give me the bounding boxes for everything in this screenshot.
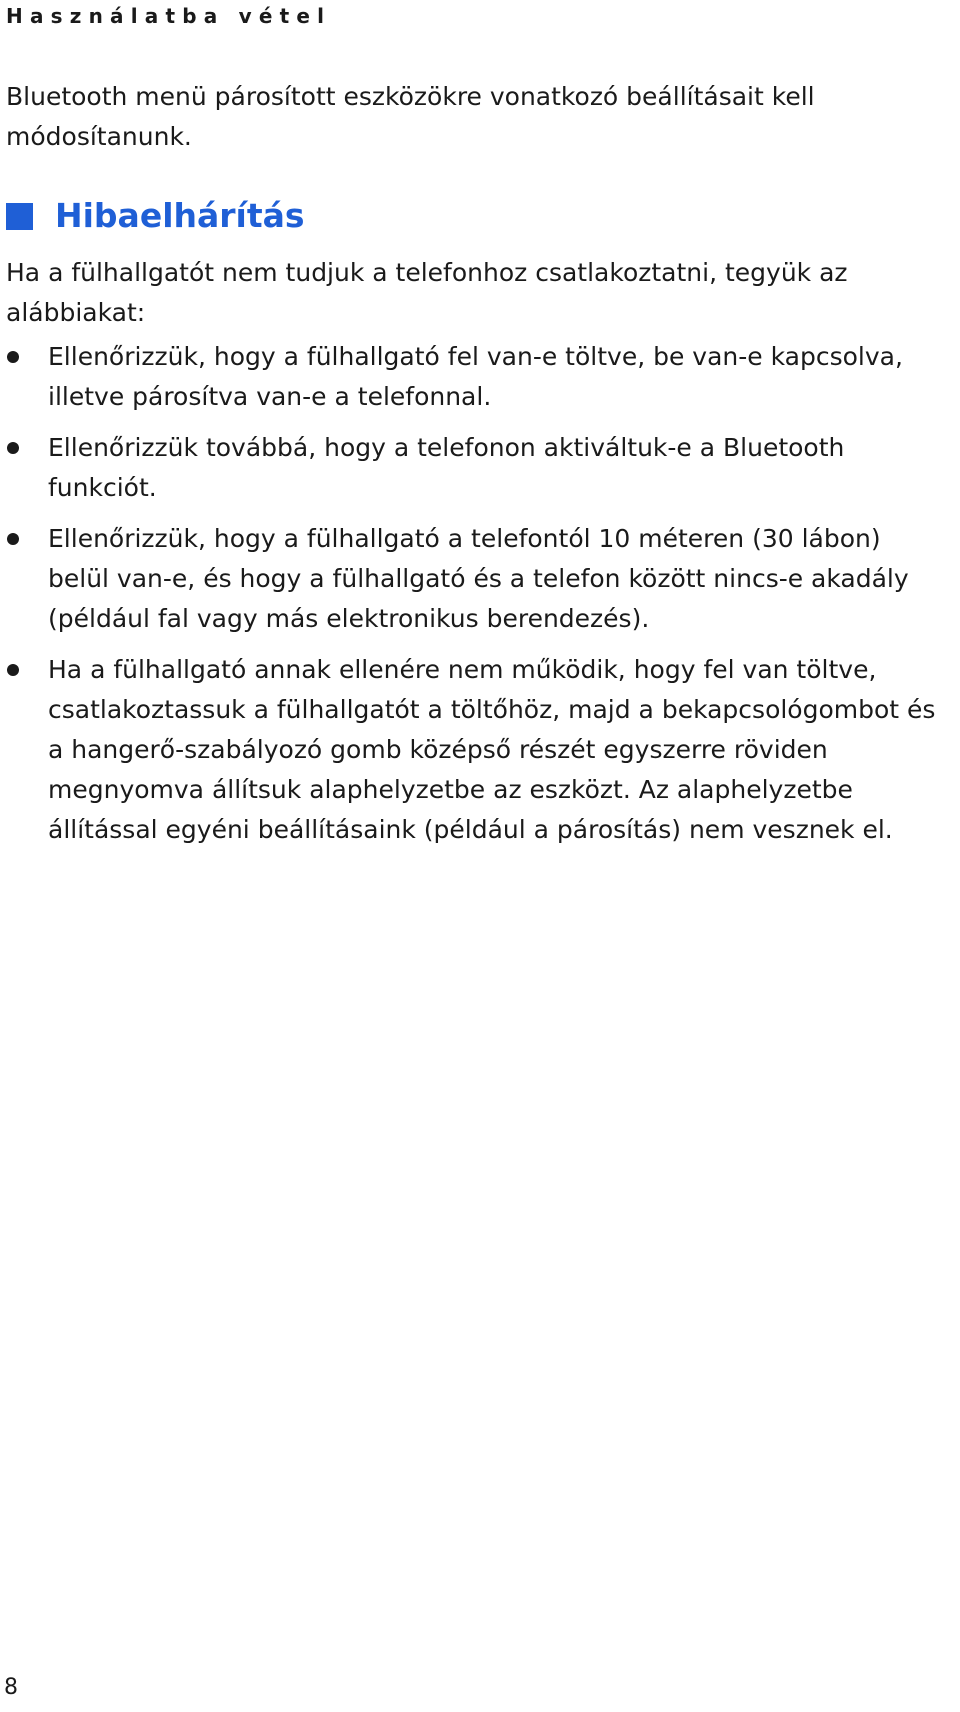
list-item [0,519,948,639]
running-header: Használatba vétel [6,4,332,28]
list-item-text: Ha a fülhallgató annak ellenére nem működik, hogy fel van töltve, csatlakoztassuk a fülhallgatót a töltőhöz, majd a bekapcsológombot és a hangerő-szabályozó gomb középső részét egyszerre röviden megnyomva állítsuk alaphelyzetbe az eszközt. Az alaphelyzetbe állítással egyéni beállításaink (például a párosítás) nem vesznek el. [48,655,936,844]
bullet-dot-icon [7,442,19,454]
section-title: Hibaelhárítás [55,196,305,235]
bullet-dot-icon [7,664,19,676]
section-heading [6,192,305,240]
page-number: 8 [4,1675,18,1700]
troubleshooting-list [0,337,960,861]
intro-paragraph: Bluetooth menü párosított eszközökre vonatkozó beállításait kell módosítanunk. [6,82,815,151]
square-icon [6,203,33,230]
list-item [0,650,948,850]
section-lead: Ha a fülhallgatót nem tudjuk a telefonhoz csatlakoztatni, tegyük az alábbiakat: [6,258,848,327]
bullet-dot-icon [7,533,19,545]
bullet-dot-icon [7,351,19,363]
list-item [0,428,948,508]
list-item-text: Ellenőrizzük, hogy a fülhallgató fel van-e töltve, be van-e kapcsolva, illetve párosítva van-e a telefonnal. [48,342,903,411]
list-item-text: Ellenőrizzük továbbá, hogy a telefonon aktiváltuk-e a Bluetooth funkciót. [48,433,845,502]
list-item-text: Ellenőrizzük, hogy a fülhallgató a telefontól 10 méteren (30 lábon) belül van-e, és hogy a fülhallgató és a telefon között nincs-e akadály (például fal vagy más elektronikus berendezés). [48,524,909,633]
list-item [0,337,948,417]
